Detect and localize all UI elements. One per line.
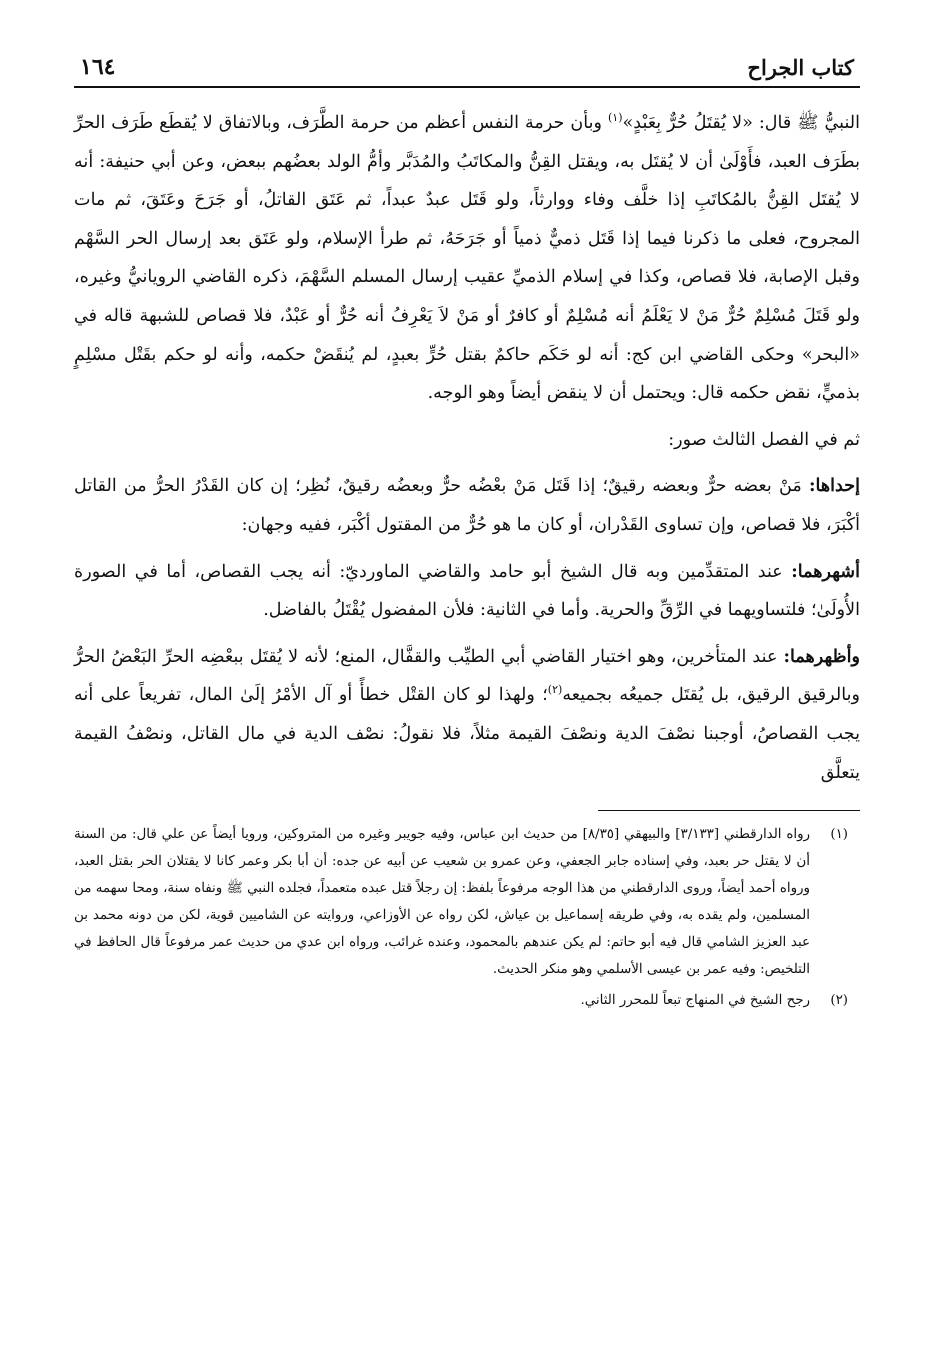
footnote bbox=[74, 821, 860, 983]
page-header bbox=[74, 36, 860, 88]
paragraph-lead: إحداها: bbox=[808, 475, 860, 497]
footnote-divider bbox=[598, 810, 860, 811]
paragraph-lead: أشهرهما: bbox=[791, 560, 860, 582]
paragraph: إحداها: مَنْ بعضه حرٌّ وبعضه رقيقٌ؛ إذا قَتَل مَنْ بعْضُه حرٌّ وبعضُه رقيقٌ، نُظِر؛ إن كان القَدْرُ الحرُّ من القاتل أكْبَرَ، فلا قصاص، وإن تساوى القَدْران، أو كان ما هو حُرٌّ من المقتول أكْبَر، ففيه وجهان: bbox=[74, 475, 860, 535]
footnote-number: (١) bbox=[830, 827, 848, 843]
paragraph: ثم في الفصل الثالث صور: bbox=[668, 429, 860, 450]
main-text bbox=[74, 104, 860, 792]
footnote bbox=[74, 987, 860, 1014]
footnote-text: رجح الشيخ في المنهاج تبعاً للمحرر الثاني. bbox=[580, 993, 810, 1009]
paragraph: النبيُّ ﷺ قال: «لا يُقتَلُ حُرٌّ بِعَبْدٍ»$^{(١)}$ وبأن حرمة النفس أعظم من حرمة الطَّرَف، وبالاتفاق لا يُقطَع طَرَف الحرِّ بطَرَف العبد، فأَوْلَىٰ أن لا يُقتَل به، ويقتل القِنُّ والمكاتَبُ والمُدَبَّر وأمُّ الولد بعضُهم ببعض، وعن أبي حنيفة: أنه لا يُقتَل القِنُّ بالمُكاتَبِ إذا خلَّف وفاء ووارثاً، ولو قَتَل عبدٌ عبداً، ثم عَتَق القاتلُ، أو جَرَحَ وعَتَقَ، ثم مات المجروح، فعلى ما ذكرنا فيما إذا قَتَل ذميٌّ ذمياً أو جَرَحَهُ، ثم طرأ الإسلام، ولو عَتَق بعد إرسال الحر السَّهْم وقبل الإصابة، فلا قصاص، وكذا في إسلام الذميِّ عقيب إرسال المسلم السَّهْمَ، ذكره القاضي الرويانيُّ وغيره، ولو قَتَلَ مُسْلِمٌ حُرٌّ مَنْ لا يَعْلَمُ أنه مُسْلِمٌ أو كافرٌ أو مَنْ لاَ يَعْرِفُ أنه حُرٌّ أو عَبْدٌ، فلا قصاص للشبهة قاله في «البحر» وحكى القاضي ابن كج: أنه لو حَكَم حاكمٌ بقتل حُرٍّ بعبدٍ، لم يُنقَضْ حكمه، وأنه لو حكم بقَتْل مسْلِمٍ بذميٍّ، نقض حكمه قال: ويحتمل أن لا ينقض أيضاً وهو الوجه. bbox=[74, 111, 860, 404]
footnote-text: رواه الدارقطني [٣/١٣٣] والبيهقي [٨/٣٥] من حديث ابن عباس، وفيه جويبر وغيره من المتروكين، ورويا أيضاً عن علي قال: من السنة أن لا يقتل حر بعبد، وفي إسناده جابر الجعفي، وعن عمرو بن شعيب عن أبيه عن جده: أن أبا بكر وعمر كانا لا يقتلان الحر بقتل العبد، ورواه أحمد أيضاً، وروى الدارقطني من هذا الوجه مرفوعاً بلفظ: إن رجلاً قتل عبده متعمداً، فجلده النبي ﷺ ونفاه سنة، ومحا سهمه من المسلمين، ولم يقده به، وفي طريقه إسماعيل بن عياش، لكن رواه عن الأوزاعي، وروايته عن الشاميين قوية، لكن من دونه محمد بن عبد العزيز الشامي قال فيه أبو حاتم: لم يكن عندهم بالمحمود، وعنده غرائب، ورواه ابن عدي من حديث عمر مرفوعاً قال الحافظ في التلخيص: وفيه عمر بن عيسى الأسلمي وهو منكر الحديث. bbox=[74, 827, 811, 978]
paragraph: وأظهرهما: عند المتأخرين، وهو اختيار القاضي أبي الطيِّب والقفَّال، المنع؛ لأنه لا يُقتَل ببعْضِه الحرِّ البَعْضُ الحرُّ وبالرقيق الرقيق، بل يُقتَل جميعُه بجميعه$^{(٢)}$؛ ولهذا لو كان القتْل خطأً أو آل الأمْرُ إلَىٰ المال، تفريعاً على أنه يجب القصاصُ، أوجبنا نصْفَ الدية ونصْفَ القيمة مثلاً، فلا نقولُ: نصْف الدية في مال القاتل، ونصْفُ القيمة يتعلَّق bbox=[74, 645, 860, 783]
footnote-ref[interactable]: (١) bbox=[608, 111, 623, 125]
paragraph: أشهرهما: عند المتقدِّمين وبه قال الشيخ أبو حامد والقاضي الماورديّ: أنه يجب القصاص، أما في الصورة الأُولَىٰ؛ فلتساويهما في الرِّقِّ والحرية. وأما في الثانية: فلأن المفضول يُقْتَلُ بالفاضل. bbox=[74, 560, 860, 621]
book-title: كتاب الجراح bbox=[747, 55, 854, 80]
page-number: ١٦٤ bbox=[80, 54, 116, 80]
paragraph-lead: وأظهرهما: bbox=[783, 645, 860, 667]
footnote-number: (٢) bbox=[830, 993, 848, 1009]
footnote-ref[interactable]: (٢) bbox=[547, 683, 563, 697]
footnotes bbox=[74, 821, 860, 1014]
